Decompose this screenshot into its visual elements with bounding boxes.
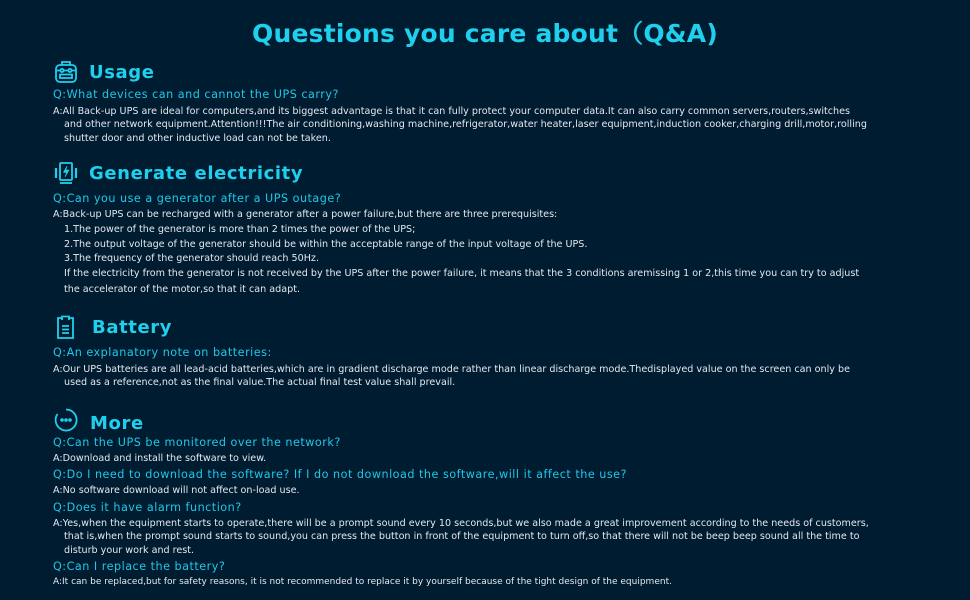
answer-line: A:It can be replaced,but for safety reasons, it is not recommended to replace it by yourself because of the tight design of the equipment. — [53, 577, 672, 587]
clipboard-icon — [53, 314, 79, 340]
toolbox-icon — [53, 59, 79, 85]
answer-line: that is,when the prompt sound starts to sound,you can press the button in front of the equipment to turn off,so that there will not be beep beep sound all the time to — [64, 531, 860, 543]
more-dots-circle-icon — [53, 407, 79, 433]
answer-line: A:Download and install the software to view. — [53, 453, 267, 464]
answer-line: 3.The frequency of the generator should reach 50Hz. — [64, 253, 319, 265]
question: Q:Do I need to download the software? If I do not download the software,will it affect the use? — [53, 468, 627, 481]
answer — [53, 208, 933, 298]
answer-line: 1.The power of the generator is more than 2 times the power of the UPS; — [64, 223, 416, 235]
section-generate-electricity-heading — [53, 160, 303, 186]
section-heading-label: Generate electricity — [89, 162, 304, 184]
answer-line: A:Back-up UPS can be recharged with a generator after a power failure,but there are three prerequisites: — [53, 209, 558, 220]
question: Q:Can you use a generator after a UPS outage? — [53, 192, 342, 205]
question: Q:Can I replace the battery? — [53, 560, 226, 573]
answer — [53, 576, 933, 589]
page-title: Questions you care about（Q&A) — [252, 19, 718, 48]
answer-line: used as a reference,not as the final value.The actual final test value shall prevail. — [64, 377, 456, 389]
answer-line: and other network equipment.Attention!!!The air conditioning,washing machine,refrigerator,water heater,laser equipment,induction cooker,charging drill,motor,rolling — [64, 119, 867, 131]
answer-line: the accelerator of the motor,so that it can adapt. — [64, 283, 301, 295]
section-more-heading — [53, 407, 144, 433]
question: Q:Does it have alarm function? — [53, 501, 242, 514]
section-usage-heading — [53, 59, 155, 85]
section-heading-label: Usage — [89, 61, 155, 83]
answer — [53, 517, 933, 557]
answer — [53, 452, 933, 465]
answer-line: A:Yes,when the equipment starts to operate,there will be a prompt sound every 10 seconds,but we also made a great improvement according to the needs of customers, — [53, 518, 869, 529]
answer-line: If the electricity from the generator is not received by the UPS after the power failure, it means that the 3 conditions aremissing 1 or 2,this time you can try to adjust — [64, 268, 860, 280]
answer-line: A:No software download will not affect on-load use. — [53, 485, 300, 496]
section-heading-label: Battery — [92, 316, 173, 338]
section-battery-heading — [53, 314, 172, 340]
answer-line: shutter door and other inductive load can not be taken. — [64, 132, 331, 144]
generator-lightning-icon — [53, 160, 79, 186]
question: Q:What devices can and cannot the UPS carry? — [53, 88, 339, 101]
answer — [53, 363, 933, 390]
answer-line: A:All Back-up UPS are ideal for computers,and its biggest advantage is that it can fully protect your computer data.It can also carry common servers,routers,switches — [53, 106, 851, 117]
section-heading-label: More — [90, 412, 144, 434]
answer-line: disturb your work and rest. — [64, 544, 195, 556]
question: Q:Can the UPS be monitored over the network? — [53, 436, 341, 449]
answer — [53, 484, 933, 497]
answer-line: A:Our UPS batteries are all lead-acid batteries,which are in gradient discharge mode rather than linear discharge mode.Thedisplayed value on the screen can only be — [53, 364, 850, 375]
answer — [53, 105, 933, 145]
answer-line: 2.The output voltage of the generator should be within the acceptable range of the input voltage of the UPS. — [64, 238, 588, 250]
question: Q:An explanatory note on batteries: — [53, 346, 272, 359]
